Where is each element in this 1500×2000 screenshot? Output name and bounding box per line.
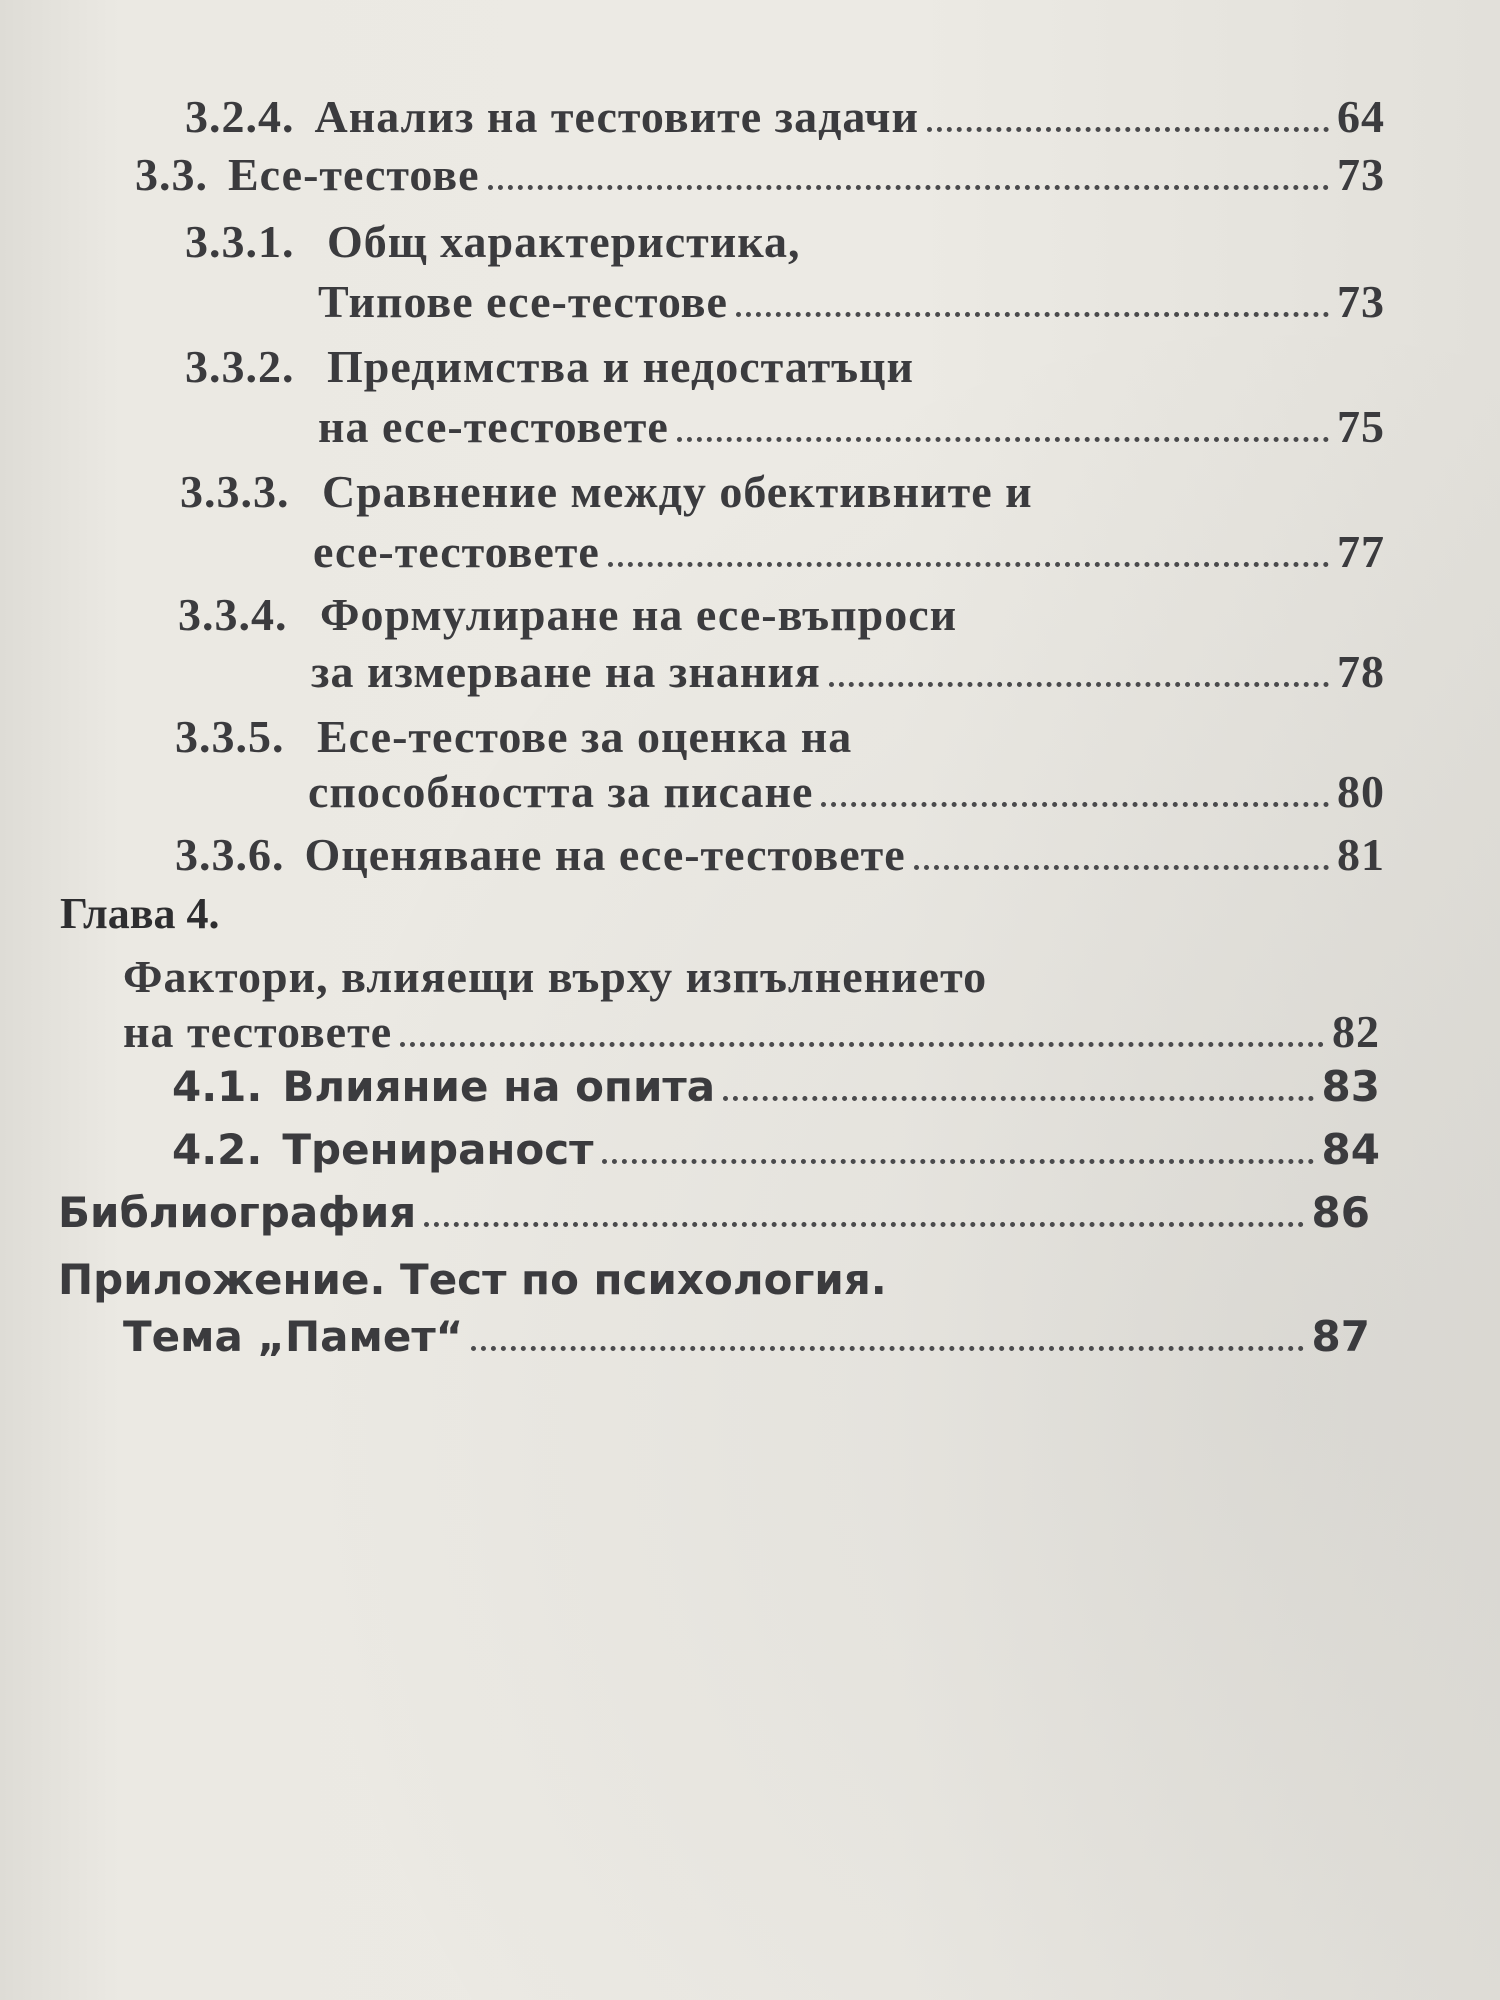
entry-page: 73 [1337, 276, 1385, 327]
entry-page: 73 [1337, 149, 1385, 200]
entry-title: Есе-тестове [228, 149, 480, 200]
toc-entry-3-3-3-line1 [180, 465, 1033, 518]
entry-number: 3.2.4. [185, 91, 295, 142]
leader-dots [424, 1222, 1303, 1227]
leader-dots [829, 682, 1329, 687]
leader-dots [488, 185, 1330, 190]
entry-title: Влияние на опита [282, 1062, 716, 1111]
entry-title: Библиография [58, 1188, 417, 1237]
entry-title: Анализ на тестовите задачи [314, 91, 919, 142]
toc-entry-4-1 [172, 1062, 1380, 1111]
leader-dots [602, 1159, 1314, 1164]
toc-entry-3-3-5-line1 [175, 710, 852, 763]
entry-number: 4.1. [172, 1062, 263, 1111]
entry-page: 86 [1311, 1188, 1370, 1237]
toc-entry-3-3-5-line2 [308, 765, 1385, 818]
toc-entry-appendix-line2 [123, 1312, 1370, 1361]
toc-entry-3-3-2-line2 [318, 400, 1385, 453]
entry-page: 80 [1337, 766, 1385, 817]
entry-number: 3.3.4. [178, 589, 288, 640]
entry-title: Тренираност [282, 1125, 594, 1174]
leader-dots [914, 865, 1329, 870]
leader-dots [927, 127, 1329, 132]
entry-page: 64 [1337, 91, 1385, 142]
entry-title-line2: за измерване на знания [311, 646, 821, 697]
leader-dots [400, 1042, 1324, 1047]
toc-entry-4-2 [172, 1125, 1380, 1174]
chapter-4-title-line2 [123, 1005, 1380, 1058]
entry-number: 3.3.2. [185, 341, 295, 392]
toc-entry-appendix-line1 [58, 1255, 887, 1304]
entry-title-line1: Приложение. Тест по психология. [58, 1255, 887, 1304]
entry-title-line2: на есе-тестовете [318, 401, 669, 452]
toc-entry-3-3-1-line1 [185, 215, 801, 268]
toc-entry-3-3-3-line2 [313, 525, 1385, 578]
entry-title-line2: есе-тестовете [313, 526, 600, 577]
entry-title-line1: Формулиране на есе-въпроси [320, 589, 958, 640]
toc-entry-3-3-1-line2 [318, 275, 1385, 328]
leader-dots [736, 312, 1329, 317]
toc-entry-3-3-2-line1 [185, 340, 914, 393]
entry-title-line1: Общ характеристика, [327, 216, 801, 267]
toc-entry-bibliography [58, 1188, 1370, 1237]
toc-entry-3-3 [135, 148, 1385, 201]
entry-page: 77 [1337, 526, 1385, 577]
entry-page: 87 [1311, 1312, 1370, 1361]
leader-dots [821, 802, 1329, 807]
entry-number: 3.3. [135, 149, 208, 200]
chapter-title-line2: на тестовете [123, 1006, 393, 1057]
entry-title-line1: Сравнение между обективните и [322, 466, 1033, 517]
entry-number: 3.3.1. [185, 216, 295, 267]
leader-dots [471, 1346, 1303, 1351]
entry-number: 3.3.6. [175, 829, 285, 880]
entry-title-line2: способността за писане [308, 766, 814, 817]
entry-page: 81 [1337, 829, 1385, 880]
entry-title-line1: Предимства и недостатъци [327, 341, 915, 392]
leader-dots [677, 437, 1329, 442]
toc-entry-3-3-6 [175, 828, 1385, 881]
entry-page: 82 [1332, 1006, 1380, 1057]
entry-number: 3.3.3. [180, 466, 290, 517]
chapter-4-title-line1 [123, 950, 987, 1003]
entry-title-line2: Типове есе-тестове [318, 276, 728, 327]
entry-page: 75 [1337, 401, 1385, 452]
entry-page: 83 [1321, 1062, 1380, 1111]
entry-number: 4.2. [172, 1125, 263, 1174]
entry-page: 84 [1321, 1125, 1380, 1174]
toc-entry-3-3-4-line1 [178, 588, 957, 641]
leader-dots [723, 1096, 1313, 1101]
entry-page: 78 [1337, 646, 1385, 697]
entry-title-line1: Есе-тестове за оценка на [317, 711, 853, 762]
toc-entry-3-3-4-line2 [311, 645, 1385, 698]
entry-number: 3.3.5. [175, 711, 285, 762]
chapter-title-line1: Фактори, влияещи върху изпълнението [123, 951, 988, 1002]
toc-entry-3-2-4 [185, 90, 1385, 143]
entry-title: Оценяване на есе-тестовете [304, 829, 906, 880]
chapter-4-heading: Глава 4. [60, 889, 220, 938]
entry-title-line2: Тема „Памет“ [123, 1312, 464, 1361]
leader-dots [608, 562, 1329, 567]
